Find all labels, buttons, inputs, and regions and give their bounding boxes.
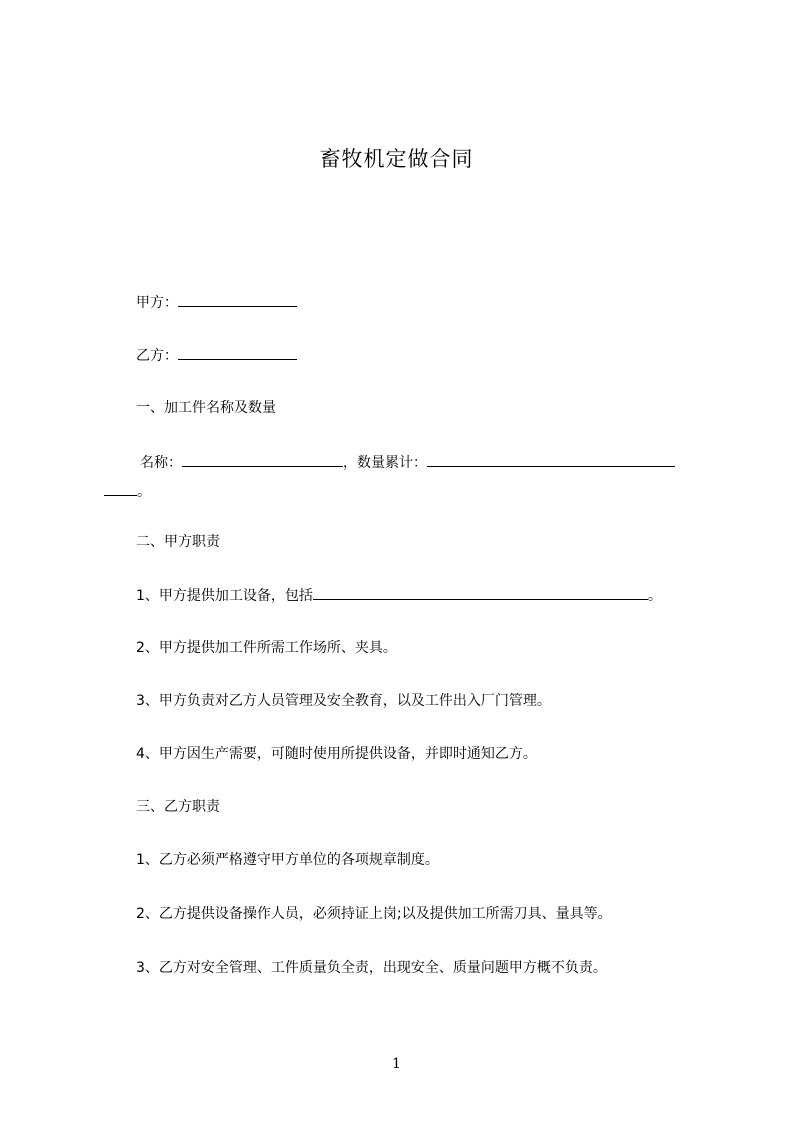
party-b-label: 乙方： [136, 348, 178, 364]
section2-item1-end: 。 [647, 588, 662, 604]
section2-item1 [136, 585, 662, 606]
section2-item3: 3、甲方负责对乙方人员管理及安全教育，以及工件出入厂门管理。 [136, 693, 551, 709]
section1-name-line-cont [104, 481, 151, 502]
party-b-blank [178, 345, 297, 360]
section3-heading: 三、乙方职责 [136, 799, 220, 815]
party-a-label: 甲方： [136, 295, 178, 311]
section3-item3: 3、乙方对安全管理、工件质量负全责，出现安全、质量问题甲方概不负责。 [136, 960, 607, 976]
section2-item1-text: 1、甲方提供加工设备，包括 [136, 588, 313, 604]
party-b-line [136, 345, 297, 366]
section1-name-line [140, 452, 675, 473]
name-blank [182, 452, 343, 467]
section1-heading: 一、加工件名称及数量 [136, 400, 276, 416]
section2-item4: 4、甲方因生产需要，可随时使用所提供设备，并即时通知乙方。 [136, 746, 537, 762]
quantity-label: ，数量累计： [343, 455, 427, 471]
section3-item1: 1、乙方必须严格遵守甲方单位的各项规章制度。 [136, 852, 439, 868]
section2-item2: 2、甲方提供加工件所需工作场所、夹具。 [136, 640, 397, 656]
name-end-mark: 。 [137, 484, 151, 500]
party-a-blank [178, 292, 297, 307]
section3-item2: 2、乙方提供设备操作人员，必须持证上岗;以及提供加工所需刀具、量具等。 [136, 906, 612, 922]
party-a-line [136, 292, 297, 313]
quantity-blank-cont [104, 481, 137, 496]
document-title: 畜牧机定做合同 [319, 147, 474, 171]
quantity-blank [427, 452, 675, 467]
name-label: 名称： [140, 455, 182, 471]
equipment-blank [313, 585, 648, 600]
section2-heading: 二、甲方职责 [136, 534, 220, 550]
page-number: 1 [392, 1056, 401, 1072]
